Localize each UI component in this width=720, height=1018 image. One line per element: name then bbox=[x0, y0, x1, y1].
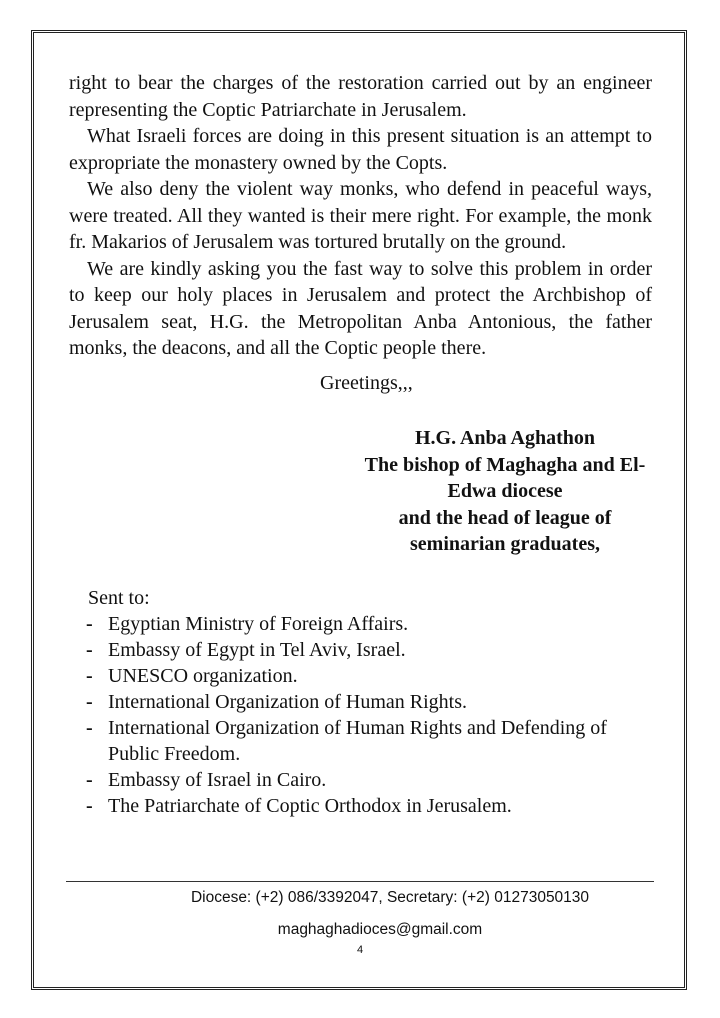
paragraph-1: right to bear the charges of the restoration carried out by an engineer representing the Coptic Patriarchate in Jerusalem. bbox=[69, 72, 652, 121]
list-item bbox=[86, 663, 646, 689]
list-item bbox=[86, 793, 646, 819]
footer-email: maghaghadioces@gmail.com bbox=[277, 921, 483, 938]
list-item bbox=[86, 637, 646, 663]
paragraph-4: We are kindly asking you the fast way to solve this problem in order to keep our holy places in Jerusalem and protect the Archbishop of Jerusalem seat, H.G. the Metropolitan Anba Antonious, the father monks, the deacons, and all the Coptic people there. bbox=[69, 257, 652, 359]
paragraph-3: We also deny the violent way monks, who defend in peaceful ways, were treated. All they wanted is their mere right. For example, the monk fr. Makarios of Jerusalem was tortured brutally on the ground. bbox=[69, 178, 652, 253]
paragraph-2: What Israeli forces are doing in this present situation is an attempt to expropriate the monastery owned by the Copts. bbox=[69, 125, 652, 174]
recipient-text: The Patriarchate of Coptic Orthodox in Jerusalem. bbox=[108, 795, 512, 817]
signature-title-line-2: Edwa diocese bbox=[447, 480, 563, 502]
list-item bbox=[86, 689, 646, 715]
bullet-dash: - bbox=[86, 795, 93, 817]
list-item bbox=[86, 767, 646, 793]
page-number: 4 bbox=[356, 944, 364, 956]
recipient-text: International Organization of Human Rights and Defending of Public Freedom. bbox=[108, 717, 607, 765]
list-item bbox=[86, 611, 646, 637]
bullet-dash: - bbox=[86, 769, 93, 791]
bullet-dash: - bbox=[86, 639, 93, 661]
list-item bbox=[86, 715, 646, 767]
signature-title-line-3: and the head of league of bbox=[398, 506, 612, 529]
signature-name: H.G. Anba Aghathon bbox=[414, 427, 596, 449]
bullet-dash: - bbox=[86, 613, 93, 635]
recipient-text: UNESCO organization. bbox=[108, 665, 298, 687]
greeting: Greetings,,, bbox=[320, 372, 413, 394]
recipient-text: Embassy of Egypt in Tel Aviv, Israel. bbox=[108, 639, 406, 661]
letter-body bbox=[69, 70, 652, 362]
signature-title-line-1: The bishop of Maghagha and El- bbox=[364, 453, 646, 476]
recipient-text: International Organization of Human Rights. bbox=[108, 691, 467, 713]
footer-divider bbox=[66, 881, 654, 882]
bullet-dash: - bbox=[86, 691, 93, 713]
sent-to-heading: Sent to: bbox=[88, 587, 150, 609]
recipient-list bbox=[86, 611, 646, 819]
recipient-text: Egyptian Ministry of Foreign Affairs. bbox=[108, 613, 409, 635]
bullet-dash: - bbox=[86, 665, 93, 687]
signature-title-line-4: seminarian graduates, bbox=[410, 533, 600, 555]
recipient-text: Embassy of Israel in Cairo. bbox=[108, 769, 327, 791]
footer-contact: Diocese: (+2) 086/3392047, Secretary: (+2) 01273050130 bbox=[190, 889, 590, 906]
bullet-dash: - bbox=[86, 717, 93, 739]
signature-block bbox=[360, 425, 650, 558]
